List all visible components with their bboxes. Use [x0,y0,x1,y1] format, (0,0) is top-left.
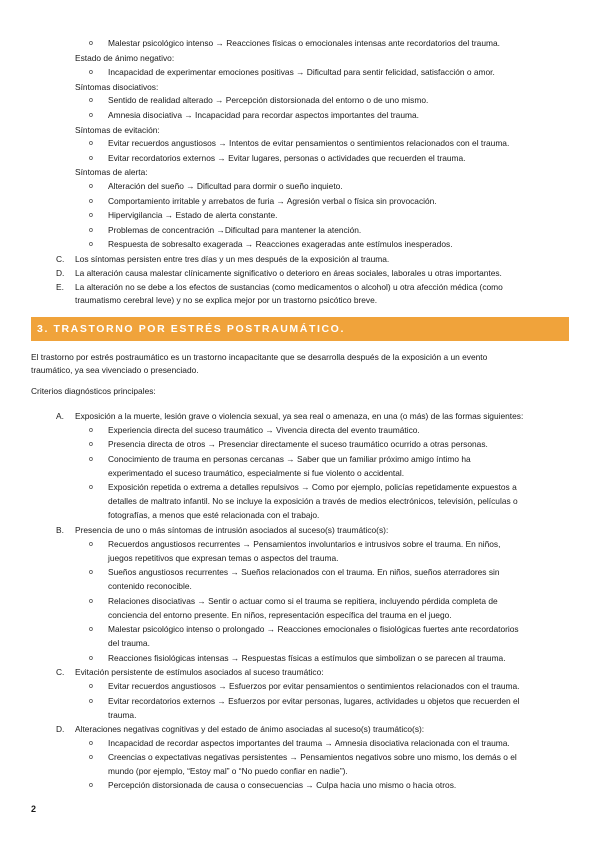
list-item-cont: del trauma. [108,638,150,648]
bullet: o [89,183,93,190]
criterion-text: Presencia de uno o más síntomas de intrusión asociados al suceso(s) traumático(s): [75,525,389,535]
list-item-cont: conciencia del entorno presente. En niños, representación específica del trauma en el juego. [108,610,452,620]
bullet: o [89,198,93,205]
list-letter: E. [56,282,64,292]
bullet: o [89,241,93,248]
criterion-text: Los síntomas persisten entre tres días y un mes después de la exposición al trauma. [75,254,390,264]
list-item-cont: contenido reconocible. [108,581,192,591]
bullet: o [89,541,93,548]
list-item: Hipervigilancia → Estado de alerta constante. [108,210,278,220]
list-item: Problemas de concentración →Dificultad para mantener la atención. [108,225,362,235]
bullet: o [89,598,93,605]
list-letter: C. [56,667,65,677]
bullet: o [89,754,93,761]
list-letter: C. [56,254,65,264]
list-item: Creencias o expectativas negativas persistentes → Pensamientos negativos sobre uno mismo, los demás o el [108,752,517,762]
criterion-text: Alteraciones negativas cognitivas y del estado de ánimo asociadas al suceso(s) traumático(s): [75,724,425,734]
list-item: Comportamiento irritable y arrebatos de furia → Agresión verbal o física sin provocación. [108,196,437,206]
list-letter: B. [56,525,64,535]
intro-paragraph: El trastorno por estrés postraumático es un trastorno incapacitante que se desarrolla después de la exposición a un evento [31,352,488,362]
list-letter: D. [56,268,65,278]
list-item: Conocimiento de trauma en personas cercanas → Saber que un familiar próximo amigo íntimo ha [108,454,471,464]
bullet: o [89,655,93,662]
list-item-cont: juegos repetitivos que expresan temas o aspectos del trauma. [108,553,339,563]
bullet: o [89,484,93,491]
list-item-cont: trauma. [108,710,137,720]
list-item-cont: fotografías, a menos que esté relacionada con el trabajo. [108,510,320,520]
list-item-cont: experimentado el suceso traumático, especialmente si fue violento o accidental. [108,468,405,478]
list-item: Exposición repetida o extrema a detalles repulsivos → Como por ejemplo, policías repetidamente expuestos a [108,482,517,492]
list-item: Alteración del sueño → Dificultad para dormir o sueño inquieto. [108,181,343,191]
bullet: o [89,427,93,434]
section-heading: 3. TRASTORNO POR ESTRÉS POSTRAUMÁTICO. [37,323,345,335]
list-item: Respuesta de sobresalto exagerada → Reacciones exageradas ante estímulos inesperados. [108,239,453,249]
criterion-text: Evitación persistente de estímulos asociados al suceso traumático: [75,667,324,677]
bullet: o [89,212,93,219]
bullet: o [89,69,93,76]
list-item: Experiencia directa del suceso traumático → Vivencia directa del evento traumático. [108,425,420,435]
list-item: Recuerdos angustiosos recurrentes → Pensamientos involuntarios e intrusivos sobre el trauma. En niños, [108,539,501,549]
bullet: o [89,97,93,104]
bullet: o [89,698,93,705]
criteria-title: Criterios diagnósticos principales: [31,386,156,396]
bullet: o [89,683,93,690]
subheading: Síntomas de evitación: [75,125,160,135]
bullet: o [89,782,93,789]
list-item: Malestar psicológico intenso → Reacciones físicas o emocionales intensas ante recordatorios del trauma. [108,38,500,48]
criterion-text: La alteración no se debe a los efectos de sustancias (como medicamentos o alcohol) u otra afección médica (como [75,282,503,292]
list-item-cont: detalles de maltrato infantil. No se incluye la exposición a través de medios electrónicos, televisión, películas o [108,496,518,506]
bullet: o [89,227,93,234]
subheading: Estado de ánimo negativo: [75,53,175,63]
criterion-text: La alteración causa malestar clínicamente significativo o deterioro en áreas sociales, laborales u otras importantes. [75,268,502,278]
bullet: o [89,740,93,747]
list-letter: A. [56,411,64,421]
list-item: Percepción distorsionada de causa o consecuencias → Culpa hacia uno mismo o hacia otros. [108,780,457,790]
list-item: Sueños angustiosos recurrentes → Sueños relacionados con el trauma. En niños, sueños aterradores sin [108,567,500,577]
list-item: Presencia directa de otros → Presenciar directamente el suceso traumático ocurrido a otras personas. [108,439,488,449]
section-heading-band [31,317,569,341]
bullet: o [89,569,93,576]
list-item: Reacciones fisiológicas intensas → Respuestas físicas a estímulos que simbolizan o se parecen al trauma. [108,653,506,663]
list-item-cont: mundo (por ejemplo, “Estoy mal” o “No puedo confiar en nadie”). [108,766,348,776]
criterion-text-cont: traumatismo cerebral leve) y no se explica mejor por un trastorno psicótico breve. [75,295,378,305]
bullet: o [89,626,93,633]
bullet: o [89,456,93,463]
list-letter: D. [56,724,65,734]
bullet: o [89,155,93,162]
subheading: Síntomas disociativos: [75,82,159,92]
list-item: Evitar recuerdos angustiosos → Intentos de evitar pensamientos o sentimientos relacionados con el trauma. [108,138,510,148]
list-item: Evitar recuerdos angustiosos → Esfuerzos por evitar pensamientos o sentimientos relacionados con el trauma. [108,681,520,691]
list-item: Incapacidad de experimentar emociones positivas → Dificultad para sentir felicidad, satisfacción o amor. [108,67,495,77]
page-number: 2 [31,804,37,814]
list-item: Relaciones disociativas → Sentir o actuar como si el trauma se repitiera, incluyendo pérdida completa de [108,596,498,606]
intro-paragraph-cont: traumático, ya sea vivenciado o presenciado. [31,365,199,375]
bullet: o [89,40,93,47]
list-item: Sentido de realidad alterado → Percepción distorsionada del entorno o de uno mismo. [108,95,429,105]
subheading: Síntomas de alerta: [75,167,148,177]
list-item: Evitar recordatorios externos → Esfuerzos por evitar personas, lugares, actividades u objetos que recuerden el [108,696,520,706]
list-item: Malestar psicológico intenso o prolongado → Reacciones emocionales o fisiológicas fuertes ante recordatorios [108,624,519,634]
criterion-text: Exposición a la muerte, lesión grave o violencia sexual, ya sea real o amenaza, en una (o más) de las formas siguientes: [75,411,524,421]
list-item: Amnesia disociativa → Incapacidad para recordar aspectos importantes del trauma. [108,110,419,120]
list-item: Evitar recordatorios externos → Evitar lugares, personas o actividades que recuerden el trauma. [108,153,466,163]
bullet: o [89,140,93,147]
bullet: o [89,112,93,119]
list-item: Incapacidad de recordar aspectos importantes del trauma → Amnesia disociativa relacionada con el trauma. [108,738,510,748]
bullet: o [89,441,93,448]
